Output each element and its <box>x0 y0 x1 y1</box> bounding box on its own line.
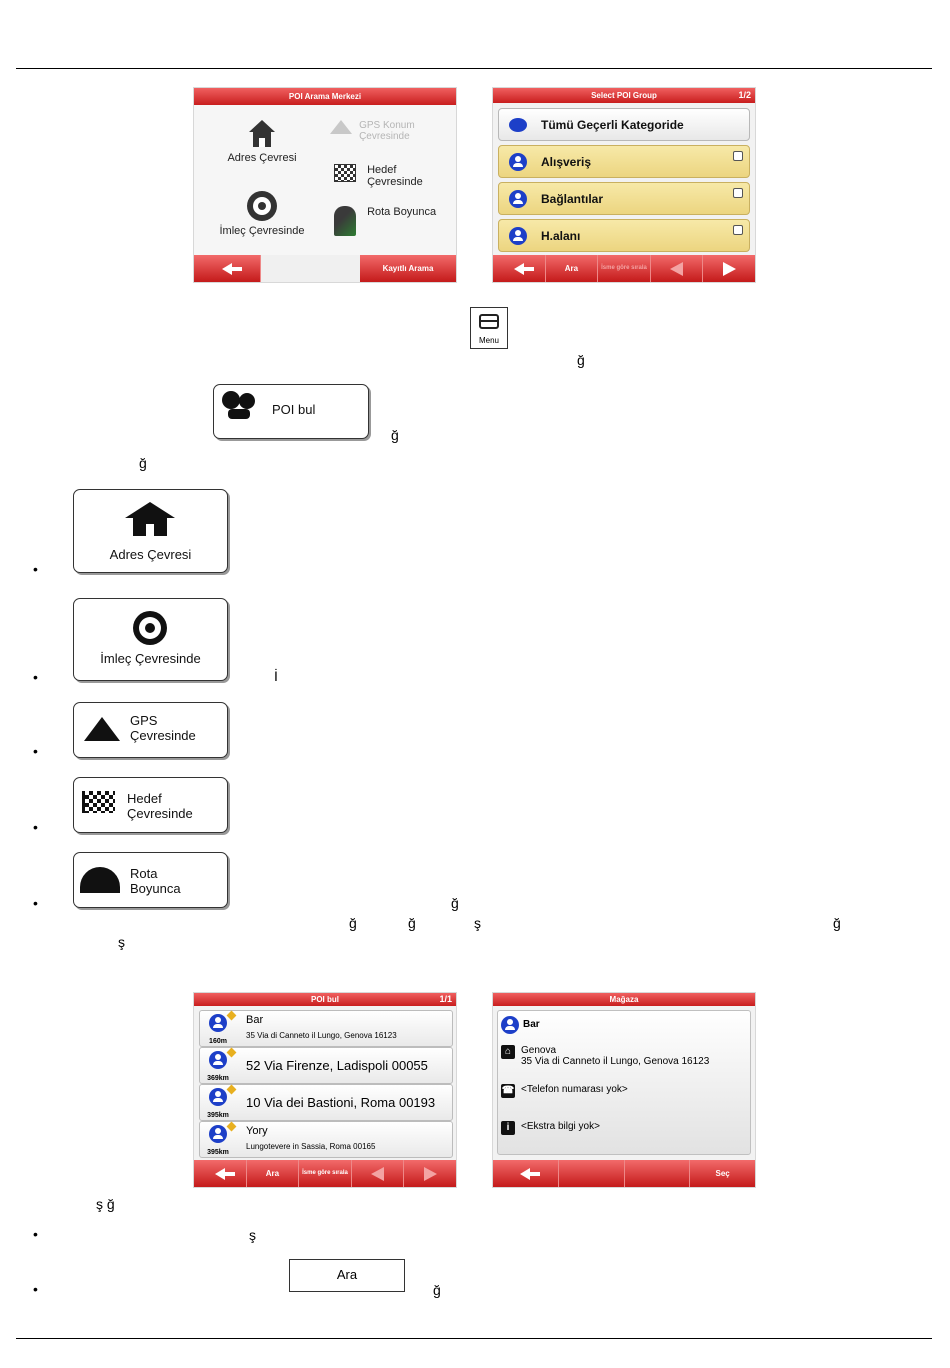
result-name: 10 Via dei Bastioni, Roma 00193 <box>246 1095 436 1110</box>
detail-address: 35 Via di Canneto il Lungo, Genova 16123 <box>521 1056 710 1067</box>
gps-button-image <box>73 702 228 758</box>
detail-address-block <box>521 1045 709 1067</box>
next-page-button[interactable] <box>703 255 755 282</box>
stray-char: ğ <box>451 895 459 911</box>
cursor-option[interactable] <box>204 191 320 237</box>
gps-arrow-icon <box>84 717 120 741</box>
result-row[interactable] <box>199 1121 453 1158</box>
bullet: • <box>33 561 38 577</box>
screen-title: Mağaza <box>493 993 755 1006</box>
stray-char: ğ <box>577 352 585 368</box>
disabled-button <box>625 1160 691 1187</box>
screen-title <box>493 88 755 103</box>
road-icon <box>334 206 356 236</box>
bottom-bar <box>493 255 755 282</box>
top-rule <box>16 68 932 69</box>
pin-icon <box>227 1048 237 1058</box>
address-label: Adres Çevresi <box>227 152 297 164</box>
bottom-bar <box>493 1160 755 1187</box>
poi-icon <box>509 153 527 171</box>
category-connections[interactable] <box>498 182 750 215</box>
house-icon <box>125 502 175 536</box>
saved-search-button[interactable]: Kayıtlı Arama <box>382 264 434 273</box>
poi-bul-button-image <box>213 384 369 439</box>
stray-char: ş <box>118 934 125 950</box>
route-label: Rota Boyunca <box>130 866 181 896</box>
route-label: Rota Boyunca <box>367 206 437 218</box>
poi-bul-label: POI bul <box>272 402 316 417</box>
cursor-button-image <box>73 598 228 681</box>
poi-search-center-screen <box>193 87 457 283</box>
back-arrow-icon <box>514 263 524 275</box>
stray-char: İ <box>274 668 278 684</box>
destination-label: Hedef Çevresinde <box>367 164 423 188</box>
bottom-rule <box>16 1338 932 1339</box>
back-button[interactable] <box>194 1160 247 1187</box>
back-button[interactable] <box>493 1160 559 1187</box>
destination-option[interactable] <box>334 164 446 188</box>
sort-by-name-button: İsme göre sırala <box>598 255 651 282</box>
poi-icon <box>209 1088 227 1106</box>
category-checkbox[interactable] <box>733 188 743 198</box>
stray-char: ğ <box>833 915 841 931</box>
stray-char: ğ <box>349 915 357 931</box>
bullet: • <box>33 1226 38 1242</box>
bullet: • <box>33 895 38 911</box>
target-icon <box>133 611 167 645</box>
screen-title <box>194 993 456 1006</box>
detail-phone: <Telefon numarası yok> <box>521 1084 628 1095</box>
cursor-label: İmleç Çevresinde <box>219 225 305 237</box>
detail-name: Bar <box>523 1019 540 1030</box>
disabled-button <box>559 1160 625 1187</box>
left-arrow-icon <box>371 1167 384 1181</box>
page-indicator: 1/2 <box>738 90 751 100</box>
pin-icon <box>227 1085 237 1095</box>
gps-label: GPS Çevresinde <box>130 713 196 743</box>
detail-address-row <box>501 1045 751 1067</box>
home-icon: ⌂ <box>501 1045 515 1059</box>
back-arrow-icon <box>222 263 232 275</box>
categories-icon <box>509 118 527 132</box>
bullet: • <box>33 819 38 835</box>
detail-phone-row <box>501 1084 751 1098</box>
result-name: Yory <box>246 1125 268 1137</box>
gps-option <box>330 120 440 142</box>
route-option[interactable] <box>334 206 446 236</box>
screen-title-text: POI bul <box>311 995 339 1004</box>
poi-icon <box>209 1014 227 1032</box>
address-option[interactable] <box>212 120 312 164</box>
search-button[interactable]: Ara <box>247 1160 300 1187</box>
cursor-label: İmleç Çevresinde <box>100 651 201 666</box>
stray-char: ğ <box>391 427 399 443</box>
category-label: Tümü Geçerli Kategoride <box>541 117 684 132</box>
result-row[interactable] <box>199 1047 453 1084</box>
result-distance: 395km <box>207 1149 229 1156</box>
category-area[interactable] <box>498 219 750 252</box>
store-detail-screen <box>492 992 756 1188</box>
category-shopping[interactable] <box>498 145 750 178</box>
poi-icon <box>209 1051 227 1069</box>
result-row[interactable] <box>199 1084 453 1121</box>
menu-label: Menu <box>478 336 499 345</box>
poi-results-screen <box>193 992 457 1188</box>
next-page-button <box>404 1160 456 1187</box>
poi-search-icon <box>222 391 256 421</box>
left-arrow-icon <box>670 262 683 276</box>
destination-button-image <box>73 777 228 833</box>
checkered-flag-icon <box>82 791 115 813</box>
detail-extra: <Ekstra bilgi yok> <box>521 1121 600 1132</box>
category-checkbox[interactable] <box>733 151 743 161</box>
house-icon <box>249 120 275 148</box>
address-button-image <box>73 489 228 573</box>
right-arrow-icon <box>723 262 736 276</box>
page-indicator: 1/1 <box>439 994 452 1004</box>
info-icon: i <box>501 1121 515 1135</box>
pin-icon <box>227 1011 237 1021</box>
detail-city: Genova <box>521 1045 557 1056</box>
result-name: 52 Via Firenze, Ladispoli 00055 <box>246 1058 428 1073</box>
poi-icon <box>501 1016 519 1034</box>
back-button[interactable] <box>493 255 546 282</box>
back-arrow-icon <box>520 1168 530 1180</box>
category-label: Bağlantılar <box>541 191 604 206</box>
stray-char: ğ <box>433 1282 441 1298</box>
back-arrow-icon <box>215 1168 225 1180</box>
category-all[interactable] <box>498 108 750 141</box>
bottom-bar <box>194 1160 456 1187</box>
destination-label: Hedef Çevresinde <box>127 791 193 821</box>
stray-char: ş <box>474 915 481 931</box>
category-checkbox[interactable] <box>733 225 743 235</box>
select-poi-group-screen <box>492 87 756 283</box>
result-row[interactable] <box>199 1010 453 1047</box>
result-name: Bar <box>246 1014 264 1026</box>
category-label: Alışveriş <box>541 154 592 169</box>
result-distance: 395km <box>207 1112 229 1119</box>
detail-name-row <box>497 1016 751 1034</box>
gps-label: GPS Konum Çevresinde <box>359 120 415 142</box>
menu-grid-icon <box>479 314 499 329</box>
poi-icon <box>209 1125 227 1143</box>
bottom-bar <box>194 255 456 282</box>
stray-char: ğ <box>408 915 416 931</box>
poi-icon <box>509 190 527 208</box>
select-button[interactable]: Seç <box>715 1169 730 1178</box>
previous-page-button <box>651 255 704 282</box>
search-button[interactable]: Ara <box>546 255 599 282</box>
bullet: • <box>33 1281 38 1297</box>
bullet: • <box>33 743 38 759</box>
ara-button-image: Ara <box>289 1259 405 1292</box>
bar-spacer <box>261 255 360 282</box>
bullet: • <box>33 669 38 685</box>
stray-char: ş ğ <box>96 1196 115 1212</box>
menu-button-image <box>470 307 508 349</box>
category-label: H.alanı <box>541 228 581 243</box>
detail-extra-row <box>501 1121 751 1135</box>
stray-char: ğ <box>139 455 147 471</box>
result-distance: 160m <box>209 1038 227 1045</box>
result-address: Lungotevere in Sassia, Roma 00165 <box>246 1142 376 1151</box>
previous-page-button <box>352 1160 405 1187</box>
result-address: 35 Via di Canneto il Lungo, Genova 16123 <box>246 1031 397 1040</box>
phone-icon: ☎ <box>501 1085 515 1096</box>
stray-char: ş <box>249 1227 256 1243</box>
gps-arrow-icon <box>330 120 352 134</box>
pin-icon <box>227 1122 237 1132</box>
sort-by-name-button[interactable]: İsme göre sırala <box>299 1160 352 1187</box>
target-icon <box>247 191 277 221</box>
address-label: Adres Çevresi <box>109 547 192 562</box>
result-distance: 369km <box>207 1075 229 1082</box>
route-button-image <box>73 852 228 908</box>
back-button[interactable] <box>194 255 261 282</box>
road-icon <box>80 867 120 893</box>
screen-title-text: Select POI Group <box>591 91 657 100</box>
right-arrow-icon <box>424 1167 437 1181</box>
checkered-flag-icon <box>334 164 356 182</box>
poi-icon <box>509 227 527 245</box>
screen-title: POI Arama Merkezi <box>194 88 456 105</box>
